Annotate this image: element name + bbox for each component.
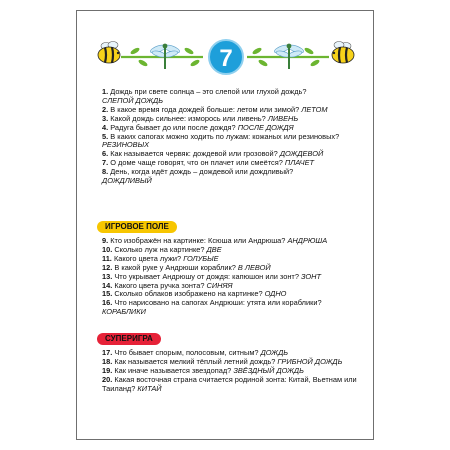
answer-text: КИТАЙ: [137, 383, 162, 393]
answer-text: ОДНО: [264, 289, 287, 299]
question-text: Как называется мелкий тёплый летний дождь?: [114, 356, 276, 366]
question-number: 2.: [102, 104, 109, 114]
answer-text: ДОЖДЛИВЫЙ: [102, 176, 152, 186]
answer-text: СЛЕПОЙ ДОЖДЬ: [102, 95, 164, 105]
answer-text: ПОСЛЕ ДОЖДЯ: [237, 122, 294, 132]
question-item: [102, 133, 362, 151]
answer-text: В ЛЕВОЙ: [237, 262, 271, 272]
question-text: Какая восточная страна считается родиной зонта: Китай, Вьетнам или Таиланд?: [102, 374, 357, 393]
question-text: Сколько луж на картинке?: [114, 244, 205, 254]
page-number: 7: [219, 45, 233, 72]
question-number: 13.: [102, 271, 113, 281]
question-item: [102, 299, 362, 317]
question-number: 9.: [102, 236, 109, 245]
question-text: Как иначе называется звездопад?: [114, 365, 232, 375]
question-item: [102, 88, 362, 106]
question-text: Что нарисовано на сапогах Андрюши: утята или кораблики?: [114, 298, 322, 308]
question-text: Что укрывает Андрюшу от дождя: капюшон или зонт?: [114, 271, 299, 281]
header-illustration: [77, 35, 375, 79]
answer-text: ПЛАЧЕТ: [284, 158, 315, 168]
question-number: 12.: [102, 262, 113, 272]
question-number: 6.: [102, 149, 109, 159]
question-list-supergame: [102, 349, 362, 394]
question-number: 16.: [102, 298, 113, 308]
question-number: 20.: [102, 374, 113, 384]
question-text: Какого цвета ручка зонта?: [114, 280, 205, 290]
answer-text: ДОЖДЬ: [260, 348, 289, 357]
page-card: [76, 10, 374, 440]
question-number: 7.: [102, 158, 109, 168]
question-number: 10.: [102, 244, 113, 254]
question-number: 5.: [102, 131, 109, 141]
question-text: День, когда идёт дождь – дождевой или дождливый?: [110, 167, 294, 177]
question-text: В каких сапогах можно ходить по лужам: кожаных или резиновых?: [110, 131, 340, 141]
question-number: 11.: [102, 253, 112, 263]
question-text: Радуга бывает до или после дождя?: [110, 122, 236, 132]
question-number: 3.: [102, 113, 109, 123]
answer-text: ДОЖДЕВОЙ: [279, 149, 324, 159]
question-list-general: [102, 88, 362, 186]
answer-text: ГРИБНОЙ ДОЖДЬ: [277, 356, 343, 366]
answer-text: ЛИВЕНЬ: [267, 113, 299, 123]
question-item: [102, 376, 362, 394]
question-text: Кто изображён на картинке: Ксюша или Андрюша?: [110, 236, 286, 245]
answer-text: ЛЕТОМ: [301, 104, 328, 114]
question-text: В какой руке у Андрюши кораблик?: [114, 262, 236, 272]
bee-icon: [98, 42, 120, 64]
question-number: 17.: [102, 348, 113, 357]
section-badge-game-field: ИГРОВОЕ ПОЛЕ: [97, 221, 177, 233]
question-text: Как называется червяк: дождевой или грозовой?: [110, 149, 278, 159]
question-number: 4.: [102, 122, 109, 132]
answer-text: КОРАБЛИКИ: [102, 307, 146, 317]
question-text: Дождь при свете солнца – это слепой или глухой дождь?: [110, 87, 307, 96]
answer-text: РЕЗИНОВЫХ: [102, 140, 150, 150]
question-number: 8.: [102, 167, 109, 177]
question-number: 19.: [102, 365, 113, 375]
question-number: 15.: [102, 289, 113, 299]
answer-text: СИНЯЯ: [206, 280, 233, 290]
question-text: Что бывает спорым, полосовым, ситным?: [114, 348, 259, 357]
question-text: Сколько облаков изображено на картинке?: [114, 289, 263, 299]
question-list-game-field: [102, 237, 362, 317]
page-header: [77, 35, 373, 79]
question-text: О доме чаще говорят, что он плачет или смеётся?: [110, 158, 283, 168]
question-text: Какого цвета лужи?: [113, 253, 182, 263]
question-number: 18.: [102, 356, 113, 366]
section-badge-supergame: СУПЕРИГРА: [97, 333, 161, 345]
answer-text: ДВЕ: [206, 244, 222, 254]
answer-text: ЗОНТ: [301, 271, 321, 281]
bee-icon: [332, 42, 354, 64]
question-number: 1.: [102, 87, 109, 96]
answer-text: АНДРЮША: [287, 236, 328, 245]
page-number-badge: [209, 40, 243, 74]
answer-text: ГОЛУБЫЕ: [183, 253, 219, 263]
question-number: 14.: [102, 280, 113, 290]
question-text: Какой дождь сильнее: изморось или ливень?: [110, 113, 266, 123]
question-item: [102, 168, 362, 186]
question-text: В какое время года дождей больше: летом или зимой?: [110, 104, 300, 114]
answer-text: ЗВЁЗДНЫЙ ДОЖДЬ: [233, 365, 304, 375]
